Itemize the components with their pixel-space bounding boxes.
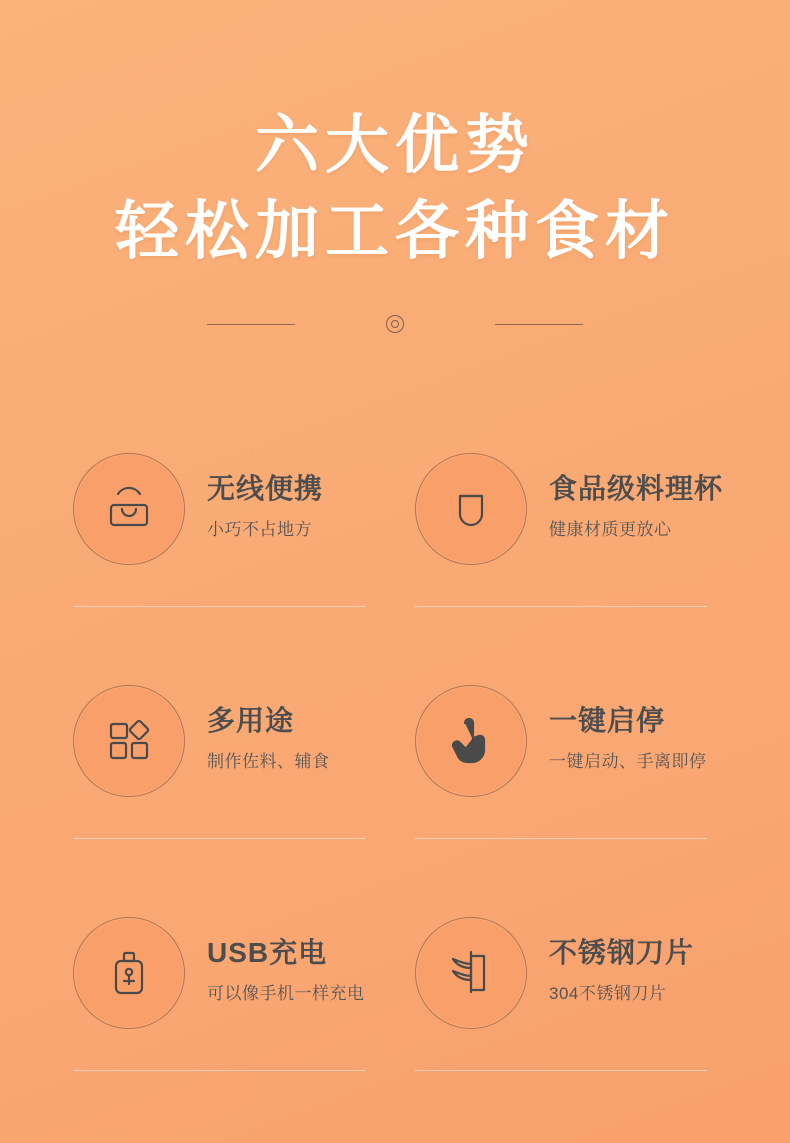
multi-purpose-blocks-icon [73,685,185,797]
feature-subtitle: 可以像手机一样充电 [207,983,365,1003]
feature-text [207,474,323,544]
usb-charging-icon [73,917,185,1029]
feature-item-stainless-blade [407,857,725,1089]
feature-item-one-touch [407,625,725,857]
feature-subtitle: 304不锈钢刀片 [549,983,667,1003]
feature-item-food-grade-cup [407,393,725,625]
feature-title: 食品级料理杯 [549,473,724,505]
feature-title: USB充电 [207,937,328,969]
feature-item-multi-purpose [65,625,383,857]
feature-grid [65,393,725,1089]
divider-line-left [207,324,295,325]
feature-title: 不锈钢刀片 [549,937,695,969]
feature-subtitle: 制作佐料、辅食 [207,751,330,771]
feature-text [549,706,707,776]
headline-secondary: 轻松加工各种食材 [115,194,675,267]
feature-subtitle: 小巧不占地方 [207,519,312,539]
headline-primary: 六大优势 [255,109,535,181]
feature-title: 一键启停 [549,705,666,737]
feature-title: 无线便携 [207,473,324,505]
feature-text [549,474,723,544]
feature-item-usb-charging [65,857,383,1089]
feature-text [549,938,694,1008]
page-header [0,0,790,335]
stainless-steel-blade-icon [415,917,527,1029]
wireless-portable-icon [73,453,185,565]
feature-subtitle: 健康材质更放心 [549,519,672,539]
one-touch-hand-icon [415,685,527,797]
feature-item-wireless-portable [65,393,383,625]
divider-ornament [295,313,495,335]
feature-text [207,938,365,1008]
divider-ring-icon [386,315,404,333]
feature-title: 多用途 [207,705,295,737]
divider-line-right [495,324,583,325]
feature-text [207,706,330,776]
food-grade-cup-icon [415,453,527,565]
feature-subtitle: 一键启动、手离即停 [549,751,707,771]
